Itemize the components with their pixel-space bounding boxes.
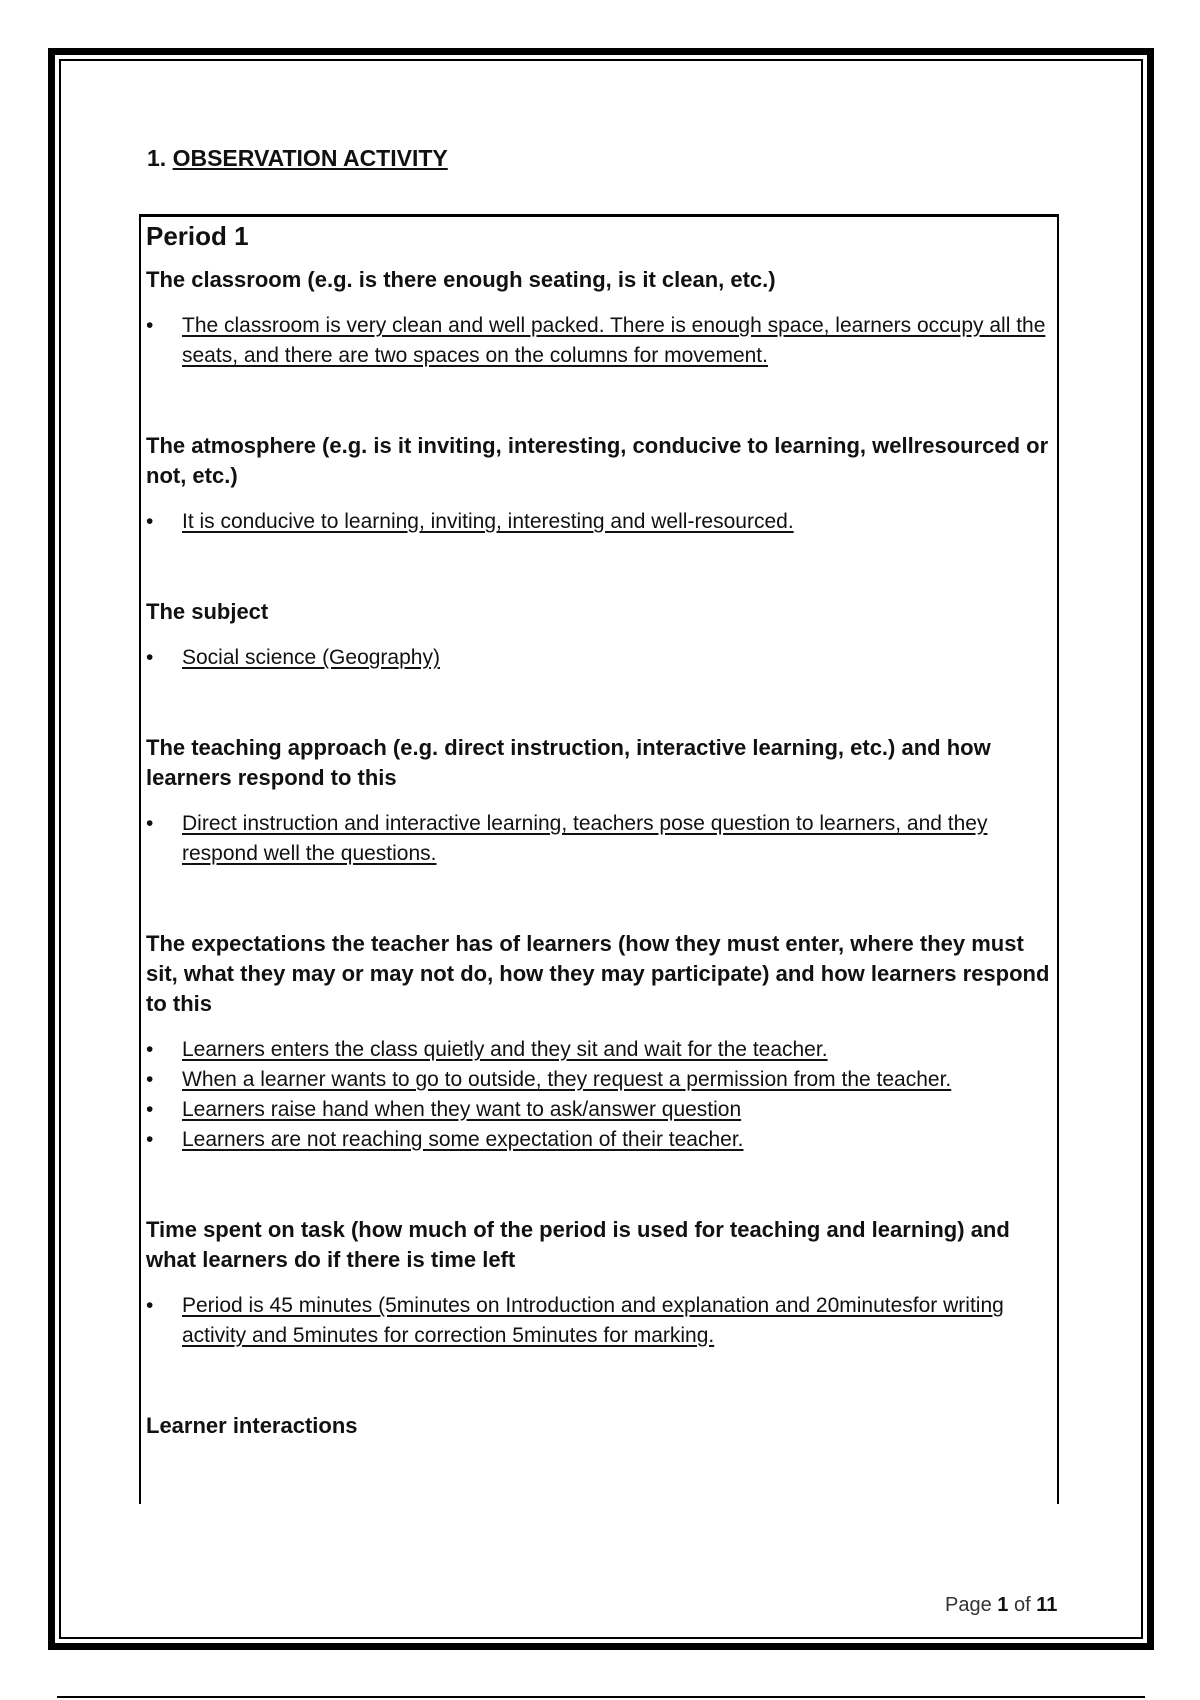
answer-text: Direct instruction and interactive learning, teachers pose question to learners, and they respond well the questions. — [182, 812, 988, 865]
observation-section — [146, 1411, 1057, 1441]
answer-item — [146, 1125, 1057, 1155]
answer-item — [146, 1065, 1057, 1095]
section-question-heading: The atmosphere (e.g. is it inviting, interesting, conducive to learning, wellresourced or not, etc.) — [146, 433, 1049, 488]
answer-item — [146, 643, 1057, 673]
answer-list — [146, 311, 1057, 371]
bottom-divider — [57, 1696, 1145, 1698]
bullet-icon: • — [146, 314, 154, 337]
observation-sections — [146, 265, 1057, 1441]
answer-list — [146, 1035, 1057, 1155]
answer-list — [146, 1291, 1057, 1351]
answer-item — [146, 1291, 1057, 1351]
answer-list — [146, 809, 1057, 869]
answer-text: Learners raise hand when they want to ask/answer question — [182, 1098, 742, 1121]
observation-table — [139, 214, 1059, 1504]
of-label: of — [1013, 1594, 1031, 1616]
answer-text: It is conducive to learning, inviting, interesting and well-resourced. — [182, 510, 794, 533]
observation-section — [146, 597, 1057, 673]
answer-text: Social science (Geography) — [182, 646, 440, 669]
current-page: 1 — [997, 1594, 1009, 1616]
page-number — [945, 1594, 1057, 1617]
section-heading — [147, 145, 448, 172]
answer-text: When a learner wants to go to outside, they request a permission from the teacher. — [182, 1068, 952, 1091]
page-label: Page — [945, 1594, 992, 1616]
section-number: 1. — [147, 145, 167, 171]
answer-item — [146, 809, 1057, 869]
bullet-icon: • — [146, 510, 154, 533]
observation-section — [146, 733, 1057, 869]
section-question-heading: Time spent on task (how much of the period is used for teaching and learning) and what learners do if there is time left — [146, 1217, 1010, 1272]
period-title: Period 1 — [146, 221, 249, 251]
bullet-icon: • — [146, 1068, 154, 1091]
section-question-heading: The teaching approach (e.g. direct instruction, interactive learning, etc.) and how learners respond to this — [146, 735, 991, 790]
section-question-heading: The classroom (e.g. is there enough seating, is it clean, etc.) — [146, 267, 776, 292]
bullet-icon: • — [146, 1128, 154, 1151]
answer-list — [146, 507, 1057, 537]
observation-section — [146, 431, 1057, 537]
section-question-heading: The subject — [146, 599, 269, 624]
section-question-heading: Learner interactions — [146, 1413, 358, 1438]
answer-item — [146, 1035, 1057, 1065]
answer-item — [146, 311, 1057, 371]
observation-section — [146, 1215, 1057, 1351]
bullet-icon: • — [146, 1294, 154, 1317]
observation-section — [146, 929, 1057, 1155]
section-question-heading: The expectations the teacher has of learners (how they must enter, where they must sit, what they may or may not do, how they may participate) and how learners respond to this — [146, 931, 1050, 1016]
answer-text: Learners enters the class quietly and they sit and wait for the teacher. — [182, 1038, 828, 1061]
bullet-icon: • — [146, 646, 154, 669]
answer-list — [146, 643, 1057, 673]
total-pages: 11 — [1036, 1594, 1058, 1616]
answer-text: The classroom is very clean and well packed. There is enough space, learners occupy all the seats, and there are two spaces on the columns for movement. — [182, 314, 1046, 367]
bullet-icon: • — [146, 1038, 154, 1061]
answer-item — [146, 507, 1057, 537]
section-title: OBSERVATION ACTIVITY — [172, 145, 448, 171]
answer-text: Learners are not reaching some expectation of their teacher. — [182, 1128, 744, 1151]
observation-section — [146, 265, 1057, 371]
answer-item — [146, 1095, 1057, 1125]
bullet-icon: • — [146, 812, 154, 835]
bullet-icon: • — [146, 1098, 154, 1121]
answer-text: Period is 45 minutes (5minutes on Introduction and explanation and 20minutesfor writing activity and 5minutes for correction 5minutes for marking. — [182, 1294, 1004, 1347]
